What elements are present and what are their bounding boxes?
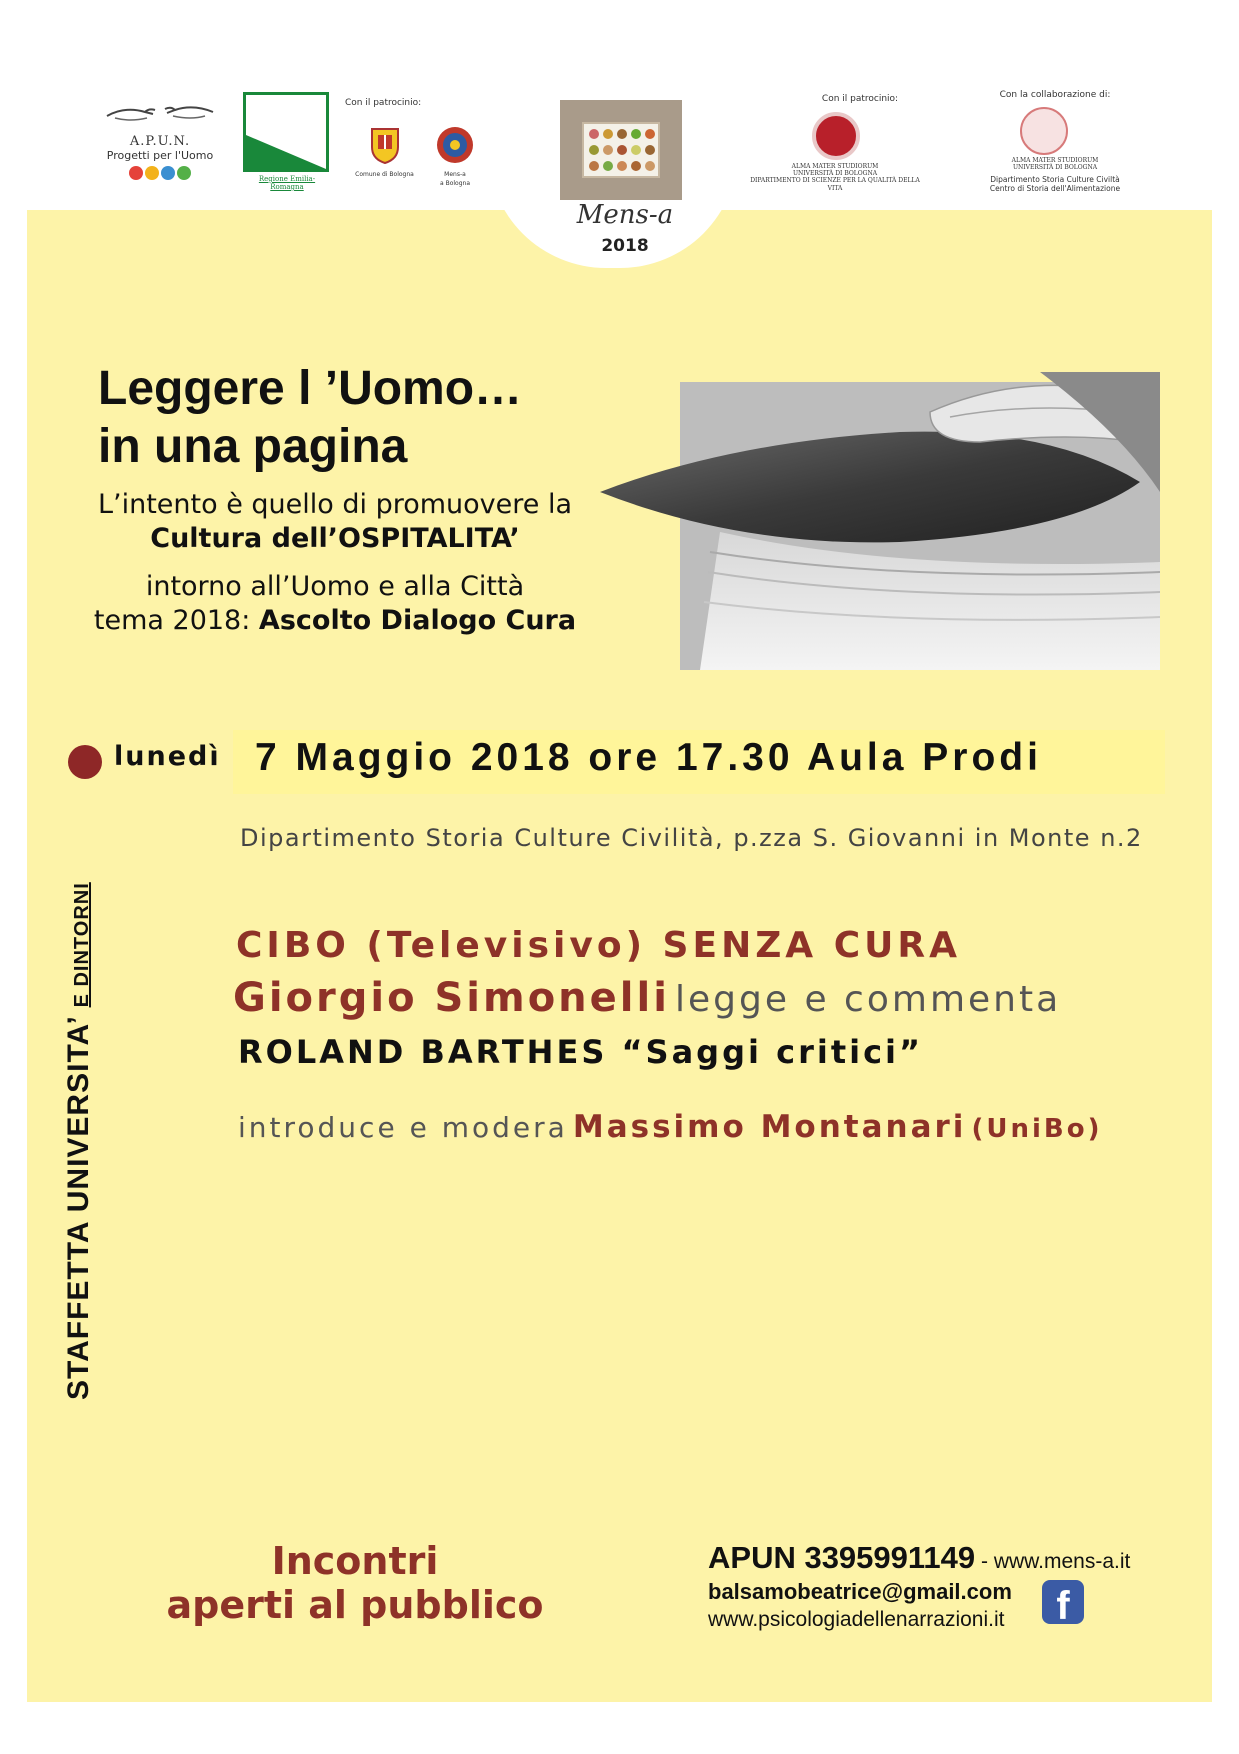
collab-label: Con la collaborazione di: (999, 90, 1111, 100)
mensa-year: 2018 (601, 236, 649, 256)
title-line2: in una pagina (98, 419, 408, 473)
dot (129, 166, 143, 180)
regione-shape-icon (246, 95, 326, 169)
page-title (98, 360, 522, 475)
collab-line1: ALMA MATER STUDIORUM (1011, 157, 1099, 164)
bullet-dot-icon (68, 745, 102, 779)
patrocinio-label: Con il patrocinio: (345, 98, 422, 108)
mensa-small-caption-2: a Bologna (440, 180, 470, 187)
apun-logo (100, 98, 220, 193)
speaker-line (233, 975, 1061, 1021)
hands-icon (105, 98, 215, 132)
comune-caption: Comune di Bologna (355, 171, 414, 178)
apun-subtitle: Progetti per l'Uomo (106, 149, 214, 162)
dot (177, 166, 191, 180)
collab-dept2: Centro di Storia dell'Alimentazione (989, 184, 1121, 194)
unibo-line1: ALMA MATER STUDIORUM (791, 163, 879, 170)
mensa-badge-icon (435, 125, 475, 165)
apun-name: A.P.U.N. (129, 134, 191, 149)
mensa-food-collage (582, 122, 660, 178)
dot (145, 166, 159, 180)
unibo-patrocinio-label: Con il patrocinio: (821, 94, 899, 104)
moderator-line (238, 1109, 1103, 1145)
side-main: STAFFETTA UNIVERSITA’ (62, 1016, 95, 1400)
intro-line2: Cultura dell’OSPITALITA’ (150, 523, 520, 554)
moderator-affiliation: (UniBo) (971, 1114, 1103, 1144)
facebook-icon[interactable]: f (1042, 1580, 1084, 1624)
event-date: 7 Maggio 2018 ore 17.30 Aula Prodi (255, 736, 1042, 779)
collab-seal-icon (1020, 107, 1068, 155)
unibo-line3: DIPARTIMENTO DI SCIENZE PER LA QUALITÀ DELLA VITA (750, 177, 920, 192)
side-small: E DINTORNI (71, 882, 93, 1008)
open-to-public (130, 1540, 580, 1627)
dot (161, 166, 175, 180)
apun-colored-dots (100, 166, 220, 180)
unibo-line2: UNIVERSITÀ DI BOLOGNA (792, 170, 878, 178)
contact-site[interactable]: - www.mens-a.it (975, 1550, 1131, 1573)
mensa-small-caption: Mens-a (444, 171, 466, 178)
regione-logo (243, 92, 331, 192)
event-title: CIBO (Televisivo) SENZA CURA (236, 925, 961, 966)
intro-line3: intorno all’Uomo e alla Città (145, 571, 525, 602)
coat-of-arms-icon (368, 125, 402, 165)
collab-text (985, 157, 1125, 171)
comune-logo (352, 125, 417, 178)
book-title: ROLAND BARTHES “Saggi critici” (238, 1033, 924, 1071)
moderator-name: Massimo Montanari (572, 1109, 967, 1145)
open-line2: aperti al pubblico (166, 1582, 544, 1627)
food-collage-icon (584, 124, 658, 176)
contact-phone: APUN 3395991149 (708, 1540, 976, 1575)
open-line1: Incontri (271, 1539, 439, 1583)
regione-caption: Regione Emilia-Romagna (258, 175, 316, 191)
unibo-text (750, 163, 920, 192)
contact-web[interactable]: www.psicologiadellenarrazioni.it (708, 1608, 1005, 1631)
intro-theme-prefix: tema 2018: (93, 605, 259, 636)
collab-department (970, 175, 1140, 194)
regione-mark (243, 92, 329, 172)
mensa-city-frame (560, 100, 682, 200)
collab-dept1: Dipartimento Storia Culture Civiltà (990, 175, 1120, 184)
moderator-verb: introduce e modera (238, 1111, 568, 1144)
intro-line1: L’intento è quello di promuovere la (97, 489, 573, 520)
speaker-name: Giorgio Simonelli (233, 975, 670, 1021)
mensa-logo (560, 100, 685, 200)
unibo-seal-icon (812, 112, 860, 160)
side-vertical-label (62, 882, 96, 1400)
collab-line2: UNIVERSITÀ DI BOLOGNA (1012, 164, 1098, 172)
intro-line4 (85, 604, 585, 638)
mensa-title: Mens-a (576, 200, 674, 230)
speaker-verb: legge e commenta (675, 979, 1062, 1020)
contact-email[interactable]: balsamobeatrice@gmail.com (708, 1579, 1012, 1604)
intro-theme: Ascolto Dialogo Cura (258, 605, 577, 636)
title-line1: Leggere l ’Uomo… (98, 362, 523, 415)
open-book-with-hand-icon (600, 372, 1160, 670)
event-day: lunedì (114, 741, 221, 772)
event-place: Dipartimento Storia Culture Civilità, p.zza S. Giovanni in Monte n.2 (240, 824, 1143, 852)
mensa-bologna-logo (430, 125, 480, 187)
